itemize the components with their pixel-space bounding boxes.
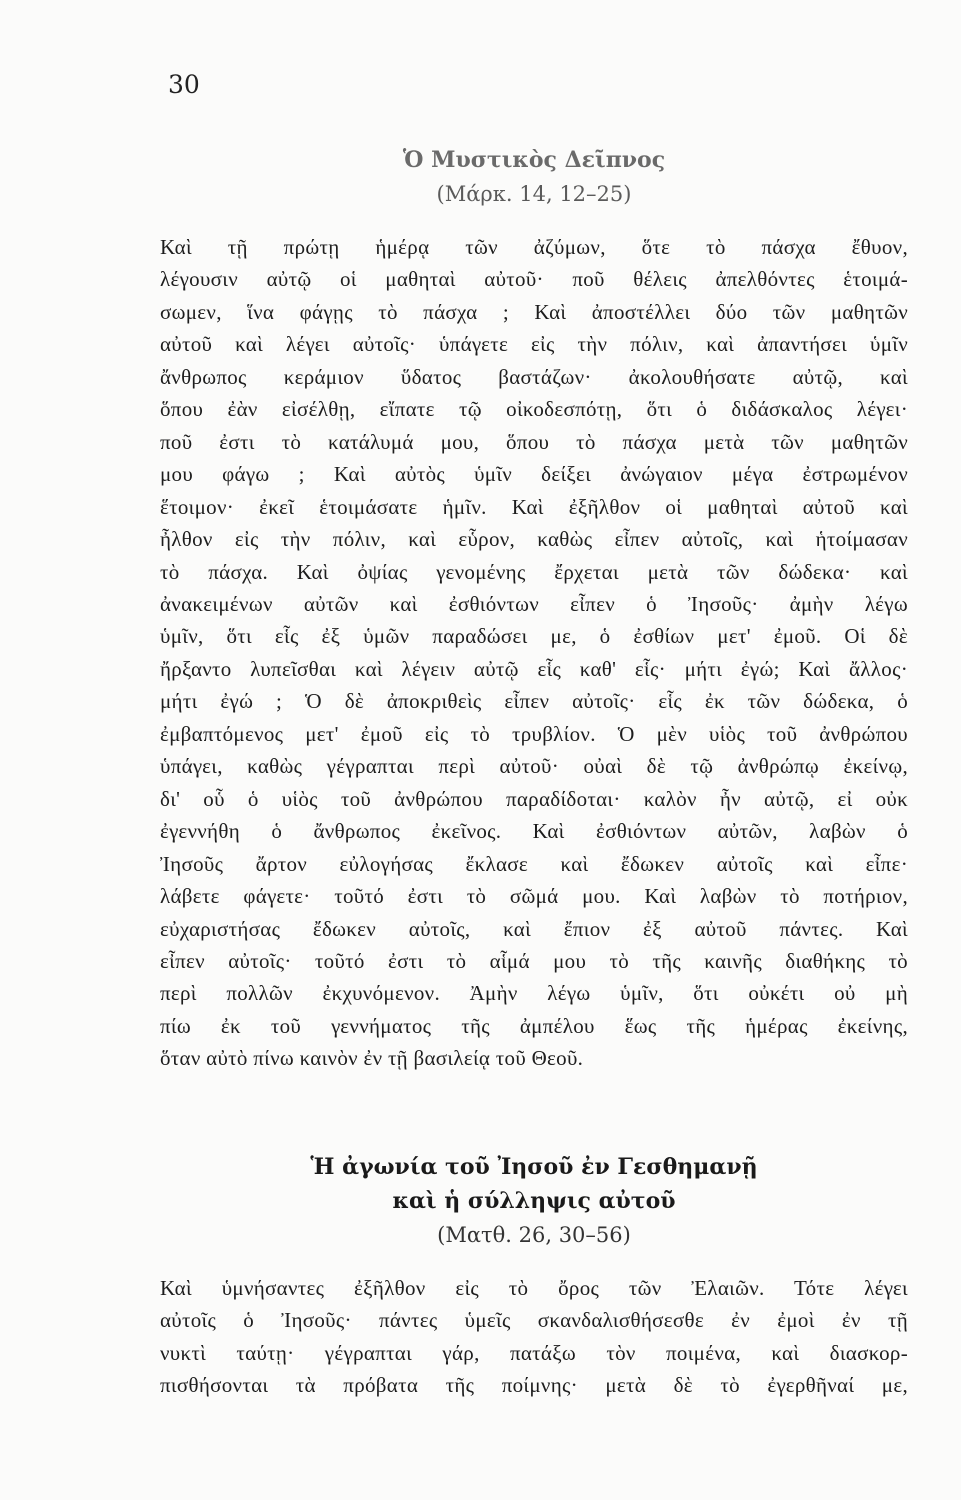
text-line: ὅταν αὐτὸ πίνω καινὸν ἐν τῇ βασιλείᾳ τοῦ Θεοῦ. [160,1046,584,1071]
text-line: τὸ πάσχα. Καὶ ὀψίας γενομένης ἔρχεται μετὰ τῶν δώδεκα· καὶ [160,559,908,584]
text-line: Ἰησοῦς ἄρτον εὐλογήσας ἔκλασε καὶ ἔδωκεν αὐτοῖς καὶ εἶπε· [160,851,908,876]
text-line: ἐμβαπτόμενος μετ' ἐμοῦ εἰς τὸ τρυβλίον. Ὁ μὲν υἱὸς τοῦ ἀνθρώπου [160,721,908,746]
text-line: ἕτοιμον· ἐκεῖ ἑτοιμάσατε ἡμῖν. Καὶ ἐξῆλθον οἱ μαθηταὶ αὐτοῦ καὶ [160,494,908,519]
text-line: ὑπάγει, καθὼς γέγραπται περὶ αὐτοῦ· οὐαὶ δὲ τῷ ἀνθρώπῳ ἐκείνῳ, [160,754,908,779]
text-line: ἄνθρωπος κεράμιον ὕδατος βαστάζων· ἀκολουθήσατε αὐτῷ, καὶ [160,364,908,389]
text-line: ὅπου ἐὰν εἰσέλθῃ, εἴπατε τῷ οἰκοδεσπότῃ, ὅτι ὁ διδάσκαλος λέγει· [160,397,908,422]
text-line: αὐτοῖς ὁ Ἰησοῦς· πάντες ὑμεῖς σκανδαλισθήσεσθε ἐν ἐμοὶ ἐν τῇ [160,1308,908,1333]
text-line: μου φάγω ; Καὶ αὐτὸς ὑμῖν δείξει ἀνώγαιον μέγα ἐστρωμένον [160,462,908,487]
text-line: Καὶ τῇ πρώτῃ ἡμέρᾳ τῶν ἀζύμων, ὅτε τὸ πάσχα ἔθυον, [160,235,908,259]
scripture-reference: (Μάρκ. 14, 12–25) [436,182,632,206]
text-line: ἦλθον εἰς τὴν πόλιν, καὶ εὗρον, καθὼς εἶπεν αὐτοῖς, καὶ ἡτοίμασαν [160,527,908,552]
text-line: μήτι ἐγώ ; Ὁ δὲ ἀποκριθεὶς εἶπεν αὐτοῖς· εἷς ἐκ τῶν δώδεκα, ὁ [160,689,908,714]
text-line: δι' οὗ ὁ υἱὸς τοῦ ἀνθρώπου παραδίδοται· καλὸν ἦν αὐτῷ, εἰ οὐκ [160,786,908,811]
text-line: ἤρξαντο λυπεῖσθαι καὶ λέγειν αὐτῷ εἷς καθ' εἷς· μήτι ἐγώ; Καὶ ἄλλος· [160,656,908,681]
section-body [160,1272,908,1402]
section-mystical-supper [160,143,908,1075]
text-line: ἐγεννήθη ὁ ἄνθρωπος ἐκεῖνος. Καὶ ἐσθιόντων αὐτῶν, λαβὼν ὁ [160,819,908,844]
text-line: αὐτοῦ καὶ λέγει αὐτοῖς· ὑπάγετε εἰς τὴν πόλιν, καὶ ἀπαντήσει ὑμῖν [160,332,908,357]
text-line: ἀνακειμένων αὐτῶν καὶ ἐσθιόντων εἶπεν ὁ Ἰησοῦς· ἀμὴν λέγω [160,591,908,616]
text-line: νυκτὶ ταύτῃ· γέγραπται γάρ, πατάξω τὸν ποιμένα, καὶ διασκορ- [160,1340,908,1365]
section-title-line-1: Ἡ ἀγωνία τοῦ Ἰησοῦ ἐν Γεσθημανῇ [310,1154,758,1180]
text-line: ποῦ ἐστι τὸ κατάλυμά μου, ὅπου τὸ πάσχα μετὰ τῶν μαθητῶν [160,429,908,454]
text-line: περὶ πολλῶν ἐκχυνόμενον. Ἀμὴν λέγω ὑμῖν, ὅτι οὐκέτι οὐ μὴ [160,981,908,1006]
text-line: πισθήσονται τὰ πρόβατα τῆς ποίμνης· μετὰ δὲ τὸ ἐγερθῆναί με, [160,1373,908,1398]
section-gethsemane [160,1150,908,1402]
text-line: εὐχαριστήσας ἔδωκεν αὐτοῖς, καὶ ἔπιον ἐξ αὐτοῦ πάντες. Καὶ [160,916,908,941]
section-title-line-2: καὶ ἡ σύλληψις αὐτοῦ [392,1188,676,1214]
scripture-reference: (Ματθ. 26, 30–56) [437,1223,631,1247]
text-line: σωμεν, ἵνα φάγῃς τὸ πάσχα ; Καὶ ἀποστέλλει δύο τῶν μαθητῶν [160,299,908,324]
section-title: Ὁ Μυστικὸς Δεῖπνος [402,147,666,173]
page-number: 30 [168,70,200,99]
text-line: λέγουσιν αὐτῷ οἱ μαθηταὶ αὐτοῦ· ποῦ θέλεις ἀπελθόντες ἑτοιμά- [160,267,908,292]
text-line: εἶπεν αὐτοῖς· τοῦτό ἐστι τὸ αἷμά μου τὸ τῆς καινῆς διαθήκης τὸ [160,948,908,973]
text-line: πίω ἐκ τοῦ γεννήματος τῆς ἀμπέλου ἕως τῆς ἡμέρας ἐκείνης, [160,1013,908,1038]
text-line: ὑμῖν, ὅτι εἷς ἐξ ὑμῶν παραδώσει με, ὁ ἐσθίων μετ' ἐμοῦ. Οἱ δὲ [160,624,908,649]
text-line: Καὶ ὑμνήσαντες ἐξῆλθον εἰς τὸ ὄρος τῶν Ἐλαιῶν. Τότε λέγει [160,1276,908,1300]
text-line: λάβετε φάγετε· τοῦτό ἐστι τὸ σῶμά μου. Καὶ λαβὼν τὸ ποτήριον, [160,884,908,909]
section-body [160,231,908,1075]
